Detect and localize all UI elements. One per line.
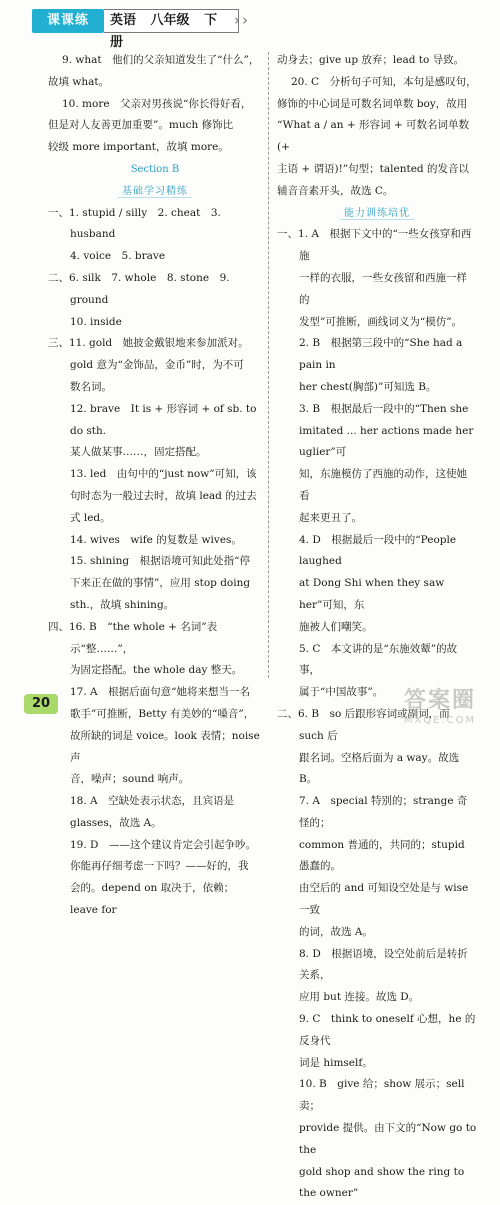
text-line: 音，噪声；sound 响声。 bbox=[70, 773, 190, 786]
brand-label: 课课练 bbox=[32, 9, 104, 33]
banner-text: 基础学习精练 bbox=[118, 186, 192, 198]
text-line: 3. B 根据最后一段中的“Then she bbox=[299, 402, 469, 415]
text-line: 起来更丑了。 bbox=[299, 511, 362, 524]
text-line: 主语 + 谓语)!”句型；talented 的发音以 bbox=[277, 162, 469, 175]
text-line: 5. C 本文讲的是“东施效颦”的故事， bbox=[299, 642, 458, 677]
grade-label: 八年级 bbox=[150, 13, 190, 28]
text-line: 发型”可推断，画线词义为“模仿”。 bbox=[299, 315, 463, 328]
text-line: 属于“中国故事”。 bbox=[299, 686, 384, 699]
text-line: 数名词。 bbox=[70, 380, 112, 393]
text-line: 较级 more important，故填 more。 bbox=[48, 141, 229, 154]
text-line: 某人做某事……，固定搭配。 bbox=[70, 446, 207, 459]
text-line: 知，东施模仿了西施的动作，这使她看 bbox=[299, 468, 467, 502]
section-title: Section B bbox=[130, 163, 180, 175]
text-line: 词是 himself。 bbox=[299, 1056, 373, 1069]
subject-label: 英语 bbox=[110, 13, 137, 28]
text-line: her chest(胸部)”可知选 B。 bbox=[299, 380, 437, 393]
text-line: 14. wives wife 的复数是 wives。 bbox=[70, 533, 242, 546]
subject-bar bbox=[104, 9, 239, 50]
text-line: 四、16. B “the whole + 名词”表示“整……”， bbox=[48, 620, 218, 655]
text-line: glasses，故选 A。 bbox=[70, 816, 162, 829]
text-line: 施被人们嘲笑。 bbox=[299, 620, 373, 633]
text-line: 歌手”可推断，Betty 有美妙的“嗓音”， bbox=[70, 707, 255, 720]
text-line: provide 提供。由下文的“Now go to the bbox=[299, 1122, 477, 1156]
term-label: 下册 bbox=[110, 13, 218, 50]
text-line: 10. inside bbox=[70, 315, 122, 328]
left-column bbox=[48, 50, 262, 922]
text-line: 为固定搭配。the whole day 整天。 bbox=[70, 664, 243, 677]
watermark-url: MXQE.COM bbox=[403, 715, 477, 726]
page-header bbox=[0, 0, 500, 50]
text-line: 辅音音素开头，故选 C。 bbox=[277, 184, 394, 197]
text-line: gold shop and show the ring to the owner” bbox=[299, 1165, 465, 1200]
text-line: 的词，故选 A。 bbox=[299, 925, 373, 938]
text-line: 跟名词。空格后面为 a way。故选 B。 bbox=[299, 751, 460, 786]
text-line: imitated ... her actions made her uglier”可 bbox=[299, 424, 474, 459]
text-line: 二、6. B so 后跟形容词或副词，而 such 后 bbox=[277, 707, 450, 742]
text-line: 13. led 由句中的“just now”可知，该 bbox=[70, 468, 257, 481]
text-line: 由空后的 and 可知设空处是与 wise 一致 bbox=[299, 882, 469, 917]
chevron-right-icon: › bbox=[234, 11, 240, 29]
text-line: 2. B 根据第三段中的“She had a pain in bbox=[299, 337, 463, 372]
text-line: 18. A 空缺处表示状态，且宾语是 bbox=[70, 795, 235, 808]
text-line: 20. C 分析句子可知，本句是感叹句， bbox=[291, 75, 477, 88]
text-line: at Dong Shi when they saw her”可知，东 bbox=[299, 577, 445, 611]
text-line: 句时态为一般过去时，故填 lead 的过去 bbox=[70, 489, 257, 502]
watermark-logo bbox=[390, 688, 490, 736]
text-line: 12. brave It is + 形容词 + of sb. to do sth. bbox=[70, 402, 257, 437]
page-number: 20 bbox=[24, 694, 58, 714]
text-line: 9. what 他们的父亲知道发生了“什么”， bbox=[62, 54, 260, 66]
text-line: sth.，故填 shining。 bbox=[70, 598, 175, 611]
text-line: 10. more 父亲对男孩说“你长得好看， bbox=[62, 97, 252, 110]
text-line: common 普通的，共同的；stupid 愚蠢的。 bbox=[299, 838, 465, 873]
text-line: 下来正在做的事情”，应用 stop doing bbox=[70, 577, 251, 590]
text-line: 应用 but 连接。故选 D。 bbox=[299, 991, 420, 1004]
text-line: 式 led。 bbox=[70, 511, 111, 524]
text-line: 一、1. A 根据下文中的“一些女孩穿和西施 bbox=[277, 228, 472, 263]
text-line: 17. A 根据后面句意“她将来想当一名 bbox=[70, 686, 250, 699]
text-line: 15. shining 根据语境可知此处指“停 bbox=[70, 555, 251, 568]
section-banner bbox=[277, 203, 477, 225]
text-line: 4. D 根据最后一段中的“People laughed bbox=[299, 533, 457, 568]
text-line: 修饰的中心词是可数名词单数 boy，故用 bbox=[277, 97, 468, 110]
text-line: 会的。depend on 取决于，依赖；leave for bbox=[70, 882, 235, 917]
text-line: 19. D ——这个建议肯定会引起争吵。 bbox=[70, 838, 256, 851]
text-line: 动身去；give up 放弃；lead to 导致。 bbox=[277, 54, 465, 66]
column-divider bbox=[268, 52, 269, 678]
text-line: 故填 what。 bbox=[48, 75, 110, 88]
section-banner bbox=[48, 181, 262, 203]
chevron-right-icon: › bbox=[242, 11, 248, 29]
text-line: 但是对人友善更加重要”。much 修饰比 bbox=[48, 119, 234, 132]
banner-text: 能力训练培优 bbox=[340, 208, 414, 220]
text-line: 10. B give 给；show 展示；sell 卖； bbox=[299, 1078, 465, 1113]
text-line: 一、1. stupid / silly 2. cheat 3. husband bbox=[48, 206, 221, 241]
text-line: 三、11. gold 她披金戴银地来参加派对。 bbox=[48, 337, 249, 350]
text-line: 4. voice 5. brave bbox=[70, 250, 166, 263]
watermark-text: 答案圈 bbox=[403, 688, 476, 713]
text-line: gold 意为“金饰品，金币”时，为不可 bbox=[70, 359, 244, 372]
text-line: 7. A special 特别的；strange 奇怪的； bbox=[299, 795, 468, 829]
text-line: “What a / an + 形容词 + 可数名词单数 (+ bbox=[277, 119, 469, 154]
text-line: 二、6. silk 7. whole 8. stone 9. ground bbox=[48, 271, 230, 306]
text-line: 8. D 根据语境，设空处前后是转折关系， bbox=[299, 947, 468, 982]
right-column bbox=[277, 50, 477, 1205]
text-line: 你能再仔细考虑一下吗？——好的，我 bbox=[70, 860, 249, 873]
text-line: 9. C think to oneself 心想，he 的反身代 bbox=[299, 1013, 476, 1047]
text-line: 故所缺的词是 voice。look 表情；noise 声 bbox=[70, 729, 260, 764]
text-line: 一样的衣服，一些女孩留和西施一样的 bbox=[299, 271, 467, 306]
